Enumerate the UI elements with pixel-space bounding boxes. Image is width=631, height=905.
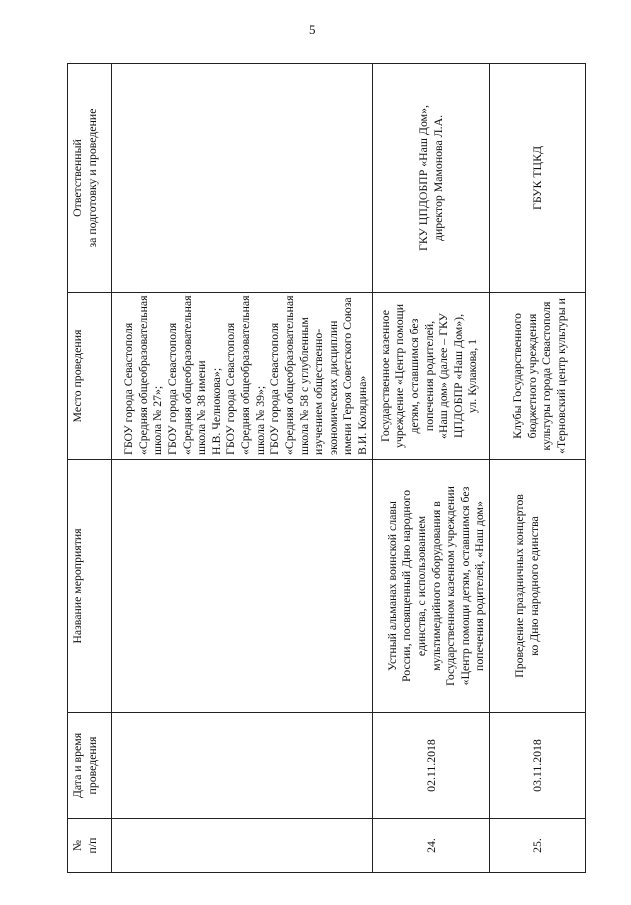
row-responsible: ГБУК ТЦКД: [490, 64, 586, 293]
page-number: 5: [309, 22, 316, 37]
table-row: [372, 64, 489, 873]
header-responsible: Ответственный за подготовку и проведение: [68, 64, 112, 293]
row-event-cell: [112, 460, 373, 713]
table-row: [490, 64, 586, 873]
row-event-name: Устный альманах воинской славы России, посвященный Дню народного единства, с использованием мультимедийного оборудования в Государственном казенном учреждении «Центр помощи детям, оставшимся без попечения родителей, «Наш дом»: [372, 460, 489, 713]
row-venue: Клубы Государственного бюджетного учреждения культуры города Севастополя «Терновский центр культуры и: [490, 293, 586, 460]
row-num: 24.: [372, 819, 489, 873]
header-row: [68, 64, 112, 873]
header-date: Дата и время проведения: [68, 713, 112, 819]
header-num: № п/п: [68, 819, 112, 873]
row-num: 25.: [490, 819, 586, 873]
row-venue: Государственное казенное учреждение «Центр помощи детям, оставшимся без попечения родителей, «Наш дом» (далее – ГКУ ЦПДОБПР «Наш Дом»), ул. Кулакова, 1: [372, 293, 489, 460]
table-row: [112, 64, 373, 873]
events-table: [67, 63, 586, 873]
row-date: 02.11.2018: [372, 713, 489, 819]
row-responsible: ГКУ ЦПДОБПР «Наш Дом», директор Мамонова Л.А.: [372, 64, 489, 293]
header-event-name: Название мероприятия: [68, 460, 112, 713]
row-event-name: Проведение праздничных концертов ко Дню народного единства: [490, 460, 586, 713]
rotated-table-container: [67, 64, 568, 873]
row-responsible-cell: [112, 64, 373, 293]
row-num-cell: [112, 819, 373, 873]
row-date: 03.11.2018: [490, 713, 586, 819]
venue-cell: ГБОУ города Севастополя «Средняя общеобразовательная школа № 27»; ГБОУ города Севастополя «Средняя общеобразовательная школа № 38 имени Н.В. Челнокова»; ГБОУ города Севастополя «Средняя общеобразовательная школа № 39»; ГБОУ города Севастополя «Средняя общеобразовательная школа № 58 с углубленным изучением общественно- экономических дисциплин имени Героя Советского Союза В.И. Колядина»: [112, 293, 373, 460]
row-date-cell: [112, 713, 373, 819]
header-place: Место проведения: [68, 293, 112, 460]
